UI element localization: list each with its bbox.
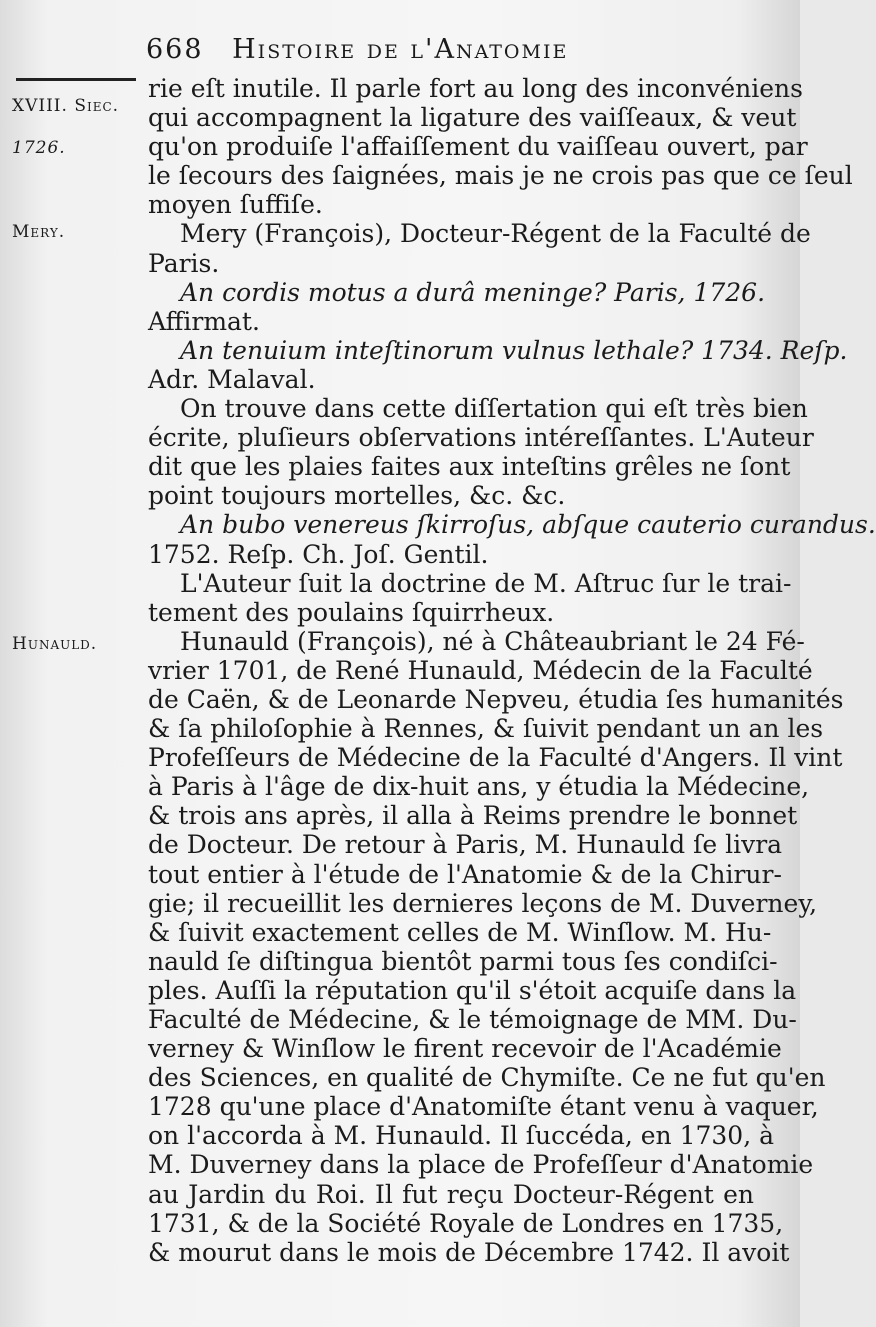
- text-line: dit que les plaies faites aux inteſtins grêles ne ſont: [148, 452, 791, 482]
- text-line: moyen ſuffiſe.: [148, 190, 323, 220]
- text-line: à Paris à l'âge de dix-huit ans, y étudia la Médecine,: [148, 772, 810, 802]
- text-line: Mery (François), Docteur-Régent de la Faculté de: [180, 219, 811, 249]
- text-line: Hunauld (François), né à Châteaubriant le 24 Fé-: [180, 626, 805, 656]
- text-line: point toujours mortelles, &c. &c.: [148, 481, 566, 511]
- text-line: Paris.: [148, 248, 220, 278]
- text-line: An bubo venereus ſkirroſus, abſque cauterio curandus.: [180, 510, 876, 540]
- text-line: Adr. Malaval.: [148, 364, 316, 394]
- text-line: & mourut dans le mois de Décembre 1742. Il avoit: [148, 1237, 790, 1267]
- text-line: qui accompagnent la ligature des vaiſſeaux, & veut: [148, 103, 797, 133]
- text-line: L'Auteur ſuit la doctrine de M. Aſtruc ſur le trai-: [180, 568, 792, 598]
- text-line: An tenuium inteſtinorum vulnus lethale? 1734. Reſp.: [180, 335, 848, 365]
- text-line: Affirmat.: [148, 306, 260, 336]
- text-line: le ſecours des ſaignées, mais je ne crois pas que ce ſeul: [148, 161, 853, 191]
- margin-hunauld: Hunauld.: [12, 634, 98, 654]
- text-line: & ſa philoſophie à Rennes, & ſuivit pendant un an les: [148, 714, 824, 744]
- text-line: ples. Auſſi la réputation qu'il s'étoit acquiſe dans la: [148, 975, 797, 1005]
- text-line: nauld ſe diſtingua bientôt parmi tous ſes condiſci-: [148, 946, 778, 976]
- text-line: & trois ans après, il alla à Reims prendre le bonnet: [148, 801, 798, 831]
- text-line: gie; il recueillit les dernieres leçons de M. Duverney,: [148, 888, 818, 918]
- text-line: de Docteur. De retour à Paris, M. Hunauld ſe livra: [148, 830, 783, 860]
- text-line: on l'accorda à M. Hunauld. Il ſuccéda, en 1730, à: [148, 1121, 775, 1151]
- text-line: de Caën, & de Leonarde Nepveu, étudia ſes humanités: [148, 684, 844, 714]
- margin-year: 1726.: [12, 138, 66, 158]
- margin-mery: Mery.: [12, 222, 66, 242]
- text-line: tout entier à l'étude de l'Anatomie & de la Chirur-: [148, 859, 782, 889]
- text-line: M. Duverney dans la place de Profeſſeur d'Anatomie: [148, 1150, 814, 1180]
- text-line: au Jardin du Roi. Il fut reçu Docteur-Régent en: [148, 1179, 754, 1209]
- margin-rule: [16, 78, 136, 81]
- text-line: rie eſt inutile. Il parle fort au long des inconvéniens: [148, 74, 803, 103]
- text-line: On trouve dans cette diſſertation qui eſt très bien: [180, 394, 808, 424]
- text-line: des Sciences, en qualité de Chymiſte. Ce ne fut qu'en: [148, 1063, 826, 1093]
- text-line: verney & Winſlow le firent recevoir de l'Académie: [148, 1034, 782, 1064]
- text-line: Profeſſeurs de Médecine de la Faculté d'Angers. Il vint: [148, 743, 843, 773]
- text-line: 1728 qu'une place d'Anatomiſte étant venu à vaquer,: [148, 1092, 819, 1122]
- text-line: écrite, pluſieurs obſervations intéreſſantes. L'Auteur: [148, 423, 814, 453]
- text-line: tement des poulains ſquirrheux.: [148, 597, 555, 627]
- text-line: qu'on produiſe l'affaiſſement du vaiſſeau ouvert, par: [148, 132, 808, 162]
- text-line: An cordis motus a durâ meninge? Paris, 1726.: [180, 277, 766, 307]
- body-text: [148, 74, 876, 1267]
- page-header: [146, 34, 756, 65]
- running-title: Histoire de l'Anatomie: [232, 34, 569, 65]
- page-number: 668: [146, 34, 204, 65]
- text-line: 1752. Reſp. Ch. Joſ. Gentil.: [148, 539, 489, 569]
- text-line: Faculté de Médecine, & le témoignage de MM. Du-: [148, 1005, 797, 1034]
- text-line: vrier 1701, de René Hunauld, Médecin de la Faculté: [148, 655, 813, 685]
- text-line: 1731, & de la Société Royale de Londres en 1735,: [148, 1208, 784, 1238]
- margin-century: XVIII. Siec.: [12, 96, 120, 116]
- text-line: & ſuivit exactement celles de M. Winſlow. M. Hu-: [148, 917, 772, 947]
